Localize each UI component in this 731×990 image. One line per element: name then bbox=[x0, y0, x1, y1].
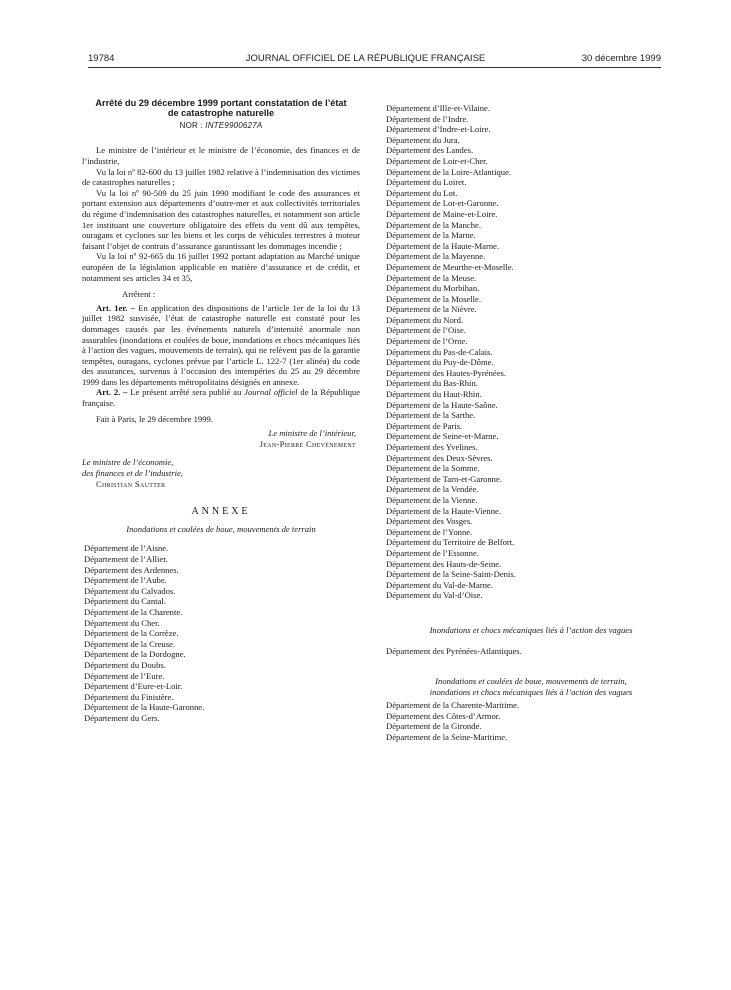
annexe-section-1-title: Inondations et coulées de boue, mouvements de terrain bbox=[126, 523, 316, 534]
list-item: Département de Loir-et-Cher. bbox=[386, 155, 488, 166]
annexe-section-3-title bbox=[386, 676, 676, 697]
list-item: Département du Bas-Rhin. bbox=[386, 378, 478, 389]
signatory-2-title bbox=[82, 457, 360, 478]
header-rule bbox=[88, 67, 661, 68]
list-item: Département des Hauts-de-Seine. bbox=[386, 558, 502, 569]
page-number: 19784 bbox=[88, 53, 115, 64]
list-item: Département du Jura. bbox=[386, 134, 460, 145]
article-2 bbox=[82, 387, 360, 408]
annexe-section-3-title-line-1: Inondations et coulées de boue, mouvements de terrain, bbox=[435, 676, 627, 687]
list-item: Département de l’Oise. bbox=[386, 325, 466, 336]
list-item: Département des Landes. bbox=[386, 145, 474, 156]
list-item: Département de la Gironde. bbox=[386, 721, 482, 732]
list-item: Département des Ardennes. bbox=[84, 564, 179, 575]
journal-title: JOURNAL OFFICIEL DE LA RÉPUBLIQUE FRANÇAISE bbox=[245, 53, 486, 64]
list-item: Département de l’Allier. bbox=[84, 554, 168, 564]
list-item: Département du Cher. bbox=[84, 617, 160, 628]
article-1-text: En application des dispositions de l’article 1er de la loi du 13 juillet 1982 susvisée, l’état de catastrophe naturelle est constaté pour les dommages causés par les événements naturels d’intensité anormale non assurables (inondations et coulées de boue, inondations et chocs mécaniques liés à l’action des vagues, mouvements de terrain), qui ne relèvent pas de la garantie tempêtes, ouragans, cyclones prévue par l’article L. 122-7 (1er alinéa) du code des assurances, survenus à l’occasion des intempéries du 25 au 29 décembre 1999 dans les départements métropolitains désignés en annexe. bbox=[82, 302, 360, 387]
list-item: Département du Territoire de Belfort. bbox=[386, 537, 515, 548]
department-list-2 bbox=[386, 646, 676, 657]
list-item: Département des Hautes-Pyrénées. bbox=[386, 367, 507, 378]
list-item: Département du Puy-de-Dôme. bbox=[386, 357, 494, 368]
list-item: Département du Nord. bbox=[386, 314, 464, 325]
list-item: Département de la Corrèze. bbox=[84, 628, 179, 639]
list-item: Département de la Vendée. bbox=[386, 484, 479, 495]
list-item: Département de l’Aisne. bbox=[84, 543, 169, 554]
list-item: Département de la Loire-Atlantique. bbox=[386, 166, 512, 177]
list-item: Département du Morbihan. bbox=[386, 283, 480, 294]
annexe-section-3-title-line-2: inondations et chocs mécaniques liés à l’action des vagues bbox=[429, 686, 633, 697]
article-1 bbox=[82, 303, 360, 388]
list-item: Département de l’Yonne. bbox=[386, 526, 473, 537]
list-item: Département de la Mayenne. bbox=[386, 251, 486, 262]
list-item: Département du Doubs. bbox=[84, 659, 166, 670]
preamble-law-1982: Vu la loi nº 82-600 du 13 juillet 1982 relative à l’indemnisation des victimes de catastrophes naturelles ; bbox=[82, 166, 360, 188]
article-1-label: Art. 1er. – bbox=[96, 302, 136, 313]
nor-reference bbox=[82, 121, 360, 132]
list-item: Département de Meurthe-et-Moselle. bbox=[386, 261, 514, 272]
list-item: Département de la Seine-Saint-Denis. bbox=[386, 569, 516, 580]
list-item: Département du Calvados. bbox=[84, 585, 176, 596]
right-column bbox=[386, 103, 676, 743]
article-2-text-end: de la République française. bbox=[82, 387, 361, 409]
list-item: Département des Pyrénées-Atlantiques. bbox=[386, 645, 522, 656]
department-list-1a bbox=[82, 543, 360, 723]
list-item: Département de la Somme. bbox=[386, 463, 480, 474]
list-item: Département de Maine-et-Loire. bbox=[386, 208, 498, 219]
nor-code: INTE9900627A bbox=[205, 120, 263, 130]
list-item: Département de la Dordogne. bbox=[84, 649, 186, 660]
list-item: Département du Cantal. bbox=[84, 596, 166, 607]
list-item: Département des Côtes-d’Armor. bbox=[386, 710, 501, 721]
list-item: Département de la Sarthe. bbox=[386, 410, 476, 421]
fait-a-paris: Fait à Paris, le 29 décembre 1999. bbox=[96, 413, 213, 424]
signatory-1-name: Jean-Pierre Chevènement bbox=[259, 438, 356, 449]
list-item: Département de la Marne. bbox=[386, 230, 476, 241]
preamble-law-1992: Vu la loi nº 92-665 du 16 juillet 1992 portant adaptation au Marché unique européen de la législation applicable en matière d’assurance et de crédit, et notamment ses articles 34 et 35, bbox=[82, 251, 360, 283]
list-item: Département d’Eure-et-Loir. bbox=[84, 681, 183, 692]
nor-label: NOR : bbox=[179, 120, 203, 130]
list-item: Département des Yvelines. bbox=[386, 442, 478, 452]
list-item: Département du Lot. bbox=[386, 187, 458, 198]
arretent-label: Arrêtent : bbox=[122, 289, 156, 300]
annexe-section-2-title: Inondations et chocs mécaniques liés à l’action des vagues bbox=[429, 624, 633, 635]
left-column bbox=[82, 98, 360, 724]
list-item: Département de Paris. bbox=[386, 420, 463, 431]
department-list-3 bbox=[386, 700, 676, 742]
list-item: Département de la Haute-Marne. bbox=[386, 240, 500, 251]
issue-date: 30 décembre 1999 bbox=[581, 53, 661, 64]
list-item: Département de l’Aube. bbox=[84, 575, 167, 586]
signatory-2-name: Christian Sautter bbox=[96, 478, 166, 489]
list-item: Département de l’Essonne. bbox=[386, 547, 479, 558]
decree-title: Arrêté du 29 décembre 1999 portant constatation de l’état de catastrophe naturelle bbox=[95, 98, 347, 119]
list-item: Département d’Indre-et-Loire. bbox=[386, 124, 491, 135]
list-item: Département du Val-de-Marne. bbox=[386, 579, 493, 590]
list-item: Département de la Charente. bbox=[84, 606, 183, 617]
list-item: Département de Seine-et-Marne. bbox=[386, 431, 499, 442]
annexe-heading: ANNEXE bbox=[191, 506, 251, 518]
list-item: Département des Deux-Sèvres. bbox=[386, 452, 493, 463]
preamble-law-1990: Vu la loi nº 90-509 du 25 juin 1990 modifiant le code des assurances et portant extension aux départements d’outre-mer et aux collectivités territoriales du régime d’indemnisation des catastrophes naturelles, et notamment son article 1er instituant une couverture obligatoire des effets du vent dû aux tempêtes, ouragans et cyclones sur les biens et les corps de véhicules terrestres à moteur faisant l’objet de contrats d’assurance garantissant les dommages incendie ; bbox=[82, 187, 360, 251]
list-item: Département de la Moselle. bbox=[386, 293, 481, 304]
article-2-journal: Journal officiel bbox=[244, 387, 298, 398]
list-item: Département du Finistère. bbox=[84, 691, 174, 702]
list-item: Département de la Haute-Saône. bbox=[386, 399, 498, 410]
list-item: Département d’Ille-et-Vilaine. bbox=[386, 103, 490, 113]
list-item: Département du Pas-de-Calais. bbox=[386, 346, 493, 357]
list-item: Département de la Charente-Maritime. bbox=[386, 700, 520, 711]
article-2-text: Le présent arrêté sera publié au bbox=[130, 387, 242, 398]
signatory-2-title-line-1: Le ministre de l’économie, bbox=[82, 457, 174, 468]
list-item: Département du Haut-Rhin. bbox=[386, 389, 482, 400]
list-item: Département de la Manche. bbox=[386, 219, 481, 230]
list-item: Département de la Haute-Vienne. bbox=[386, 505, 501, 516]
list-item: Département de l’Indre. bbox=[386, 113, 469, 124]
article-2-label: Art. 2. – bbox=[96, 387, 128, 398]
list-item: Département des Vosges. bbox=[386, 516, 473, 527]
list-item: Département de la Creuse. bbox=[84, 638, 176, 649]
list-item: Département de la Haute-Garonne. bbox=[84, 702, 205, 713]
list-item: Département de Tarn-et-Garonne. bbox=[386, 473, 502, 484]
list-item: Département de l’Orne. bbox=[386, 336, 468, 347]
list-item: Département de l’Eure. bbox=[84, 670, 165, 681]
list-item: Département de la Meuse. bbox=[386, 272, 477, 283]
signatory-2-title-line-2: des finances et de l’industrie, bbox=[82, 468, 183, 479]
list-item: Département du Gers. bbox=[84, 712, 160, 723]
list-item: Département de la Vienne. bbox=[386, 494, 478, 505]
list-item: Département du Val-d’Oise. bbox=[386, 590, 483, 601]
list-item: Département de la Seine-Maritime. bbox=[386, 732, 508, 743]
department-list-1b bbox=[386, 103, 676, 601]
preamble-ministers: Le ministre de l’intérieur et le ministre de l’économie, des finances et de l’industrie, bbox=[82, 145, 360, 166]
list-item: Département de Lot-et-Garonne. bbox=[386, 198, 499, 209]
list-item: Département du Loiret. bbox=[386, 177, 467, 188]
signatory-1-title: Le ministre de l’intérieur, bbox=[268, 428, 356, 439]
list-item: Département de la Nièvre. bbox=[386, 304, 477, 315]
